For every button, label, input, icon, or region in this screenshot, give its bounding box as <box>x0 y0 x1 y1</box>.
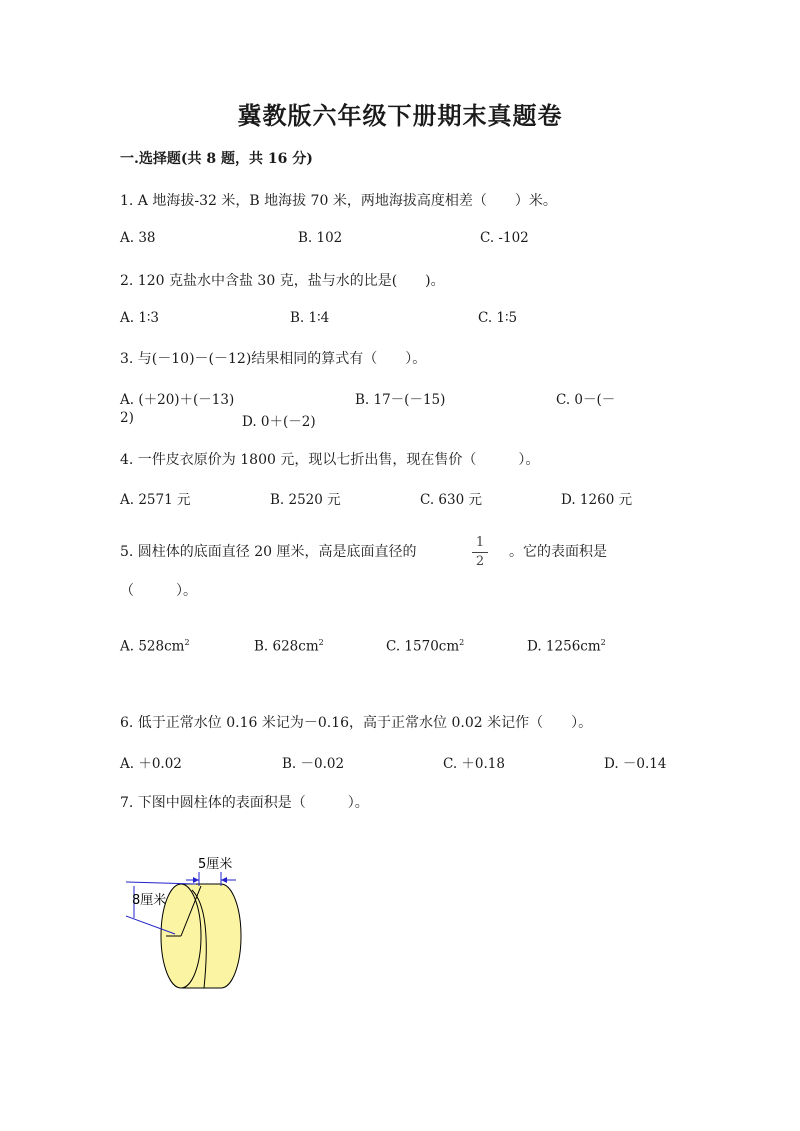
q2-option-a: A. 1∶3 <box>120 310 160 326</box>
q6-option-a: A. ＋0.02 <box>120 756 182 772</box>
q5-option-b: B. $628cm^2$ <box>254 638 324 655</box>
section-heading: 一.选择题(共 8 题，共 16 分) <box>120 151 313 167</box>
q3-option-c: C. 0－(－ <box>556 392 616 408</box>
radius-label: 8厘米 <box>132 893 167 908</box>
q3-option-d: D. 0＋(－2) <box>242 414 316 430</box>
q5-option-a: A. $528cm^2$ <box>120 638 190 655</box>
question-5: 5. 圆柱体的底面直径 20 厘米，高是底面直径的 <box>120 544 417 560</box>
q4-option-d: D. 1260 元 <box>561 492 633 508</box>
question-6: 6. 低于正常水位 0.16 米记为－0.16，高于正常水位 0.02 米记作（ ）。 <box>120 715 593 731</box>
question-5-blank: （ ）。 <box>120 583 197 599</box>
q1-option-a: A. 38 <box>120 230 156 246</box>
q5-option-d: D. $1256cm^2$ <box>527 638 606 655</box>
question-2: 2. 120 克盐水中含盐 30 克，盐与水的比是( )。 <box>120 273 445 289</box>
question-3: 3. 与(－10)－(－12)结果相同的算式有（ ）。 <box>120 351 427 367</box>
q2-option-c: C. 1∶5 <box>478 310 518 326</box>
q3-option-c-continued: 2) <box>120 410 134 426</box>
q1-option-b: B. 102 <box>298 230 343 246</box>
q4-option-b: B. 2520 元 <box>270 492 341 508</box>
question-7: 7. 下图中圆柱体的表面积是（ ）。 <box>120 795 369 811</box>
q4-option-c: C. 630 元 <box>420 492 482 508</box>
height-label: 5厘米 <box>198 857 233 872</box>
q3-option-b: B. 17－(－15) <box>355 392 446 408</box>
q2-option-b: B. 1∶4 <box>290 310 330 326</box>
fraction-denominator: 2 <box>475 554 485 569</box>
q6-option-b: B. －0.02 <box>282 756 345 772</box>
q6-option-d: D. －0.14 <box>604 756 667 772</box>
q4-option-a: A. 2571 元 <box>120 492 191 508</box>
question-4: 4. 一件皮衣原价为 1800 元，现以七折出售，现在售价（ ）。 <box>120 452 540 468</box>
q5-option-c: C. $1570cm^2$ <box>386 638 465 655</box>
fraction-one-half <box>472 536 488 569</box>
cylinder-figure <box>120 850 260 1000</box>
page-title: 冀教版六年级下册期末真题卷 <box>237 101 563 130</box>
q6-option-c: C. ＋0.18 <box>443 756 505 772</box>
question-5-tail: 。它的表面积是 <box>509 544 607 560</box>
q3-option-a: A. (＋20)＋(－13) <box>120 392 235 408</box>
fraction-numerator: 1 <box>475 535 485 550</box>
question-1: 1. A 地海拔-32 米，B 地海拔 70 米，两地海拔高度相差（ ）米。 <box>120 193 557 209</box>
q1-option-c: C. -102 <box>480 230 529 246</box>
